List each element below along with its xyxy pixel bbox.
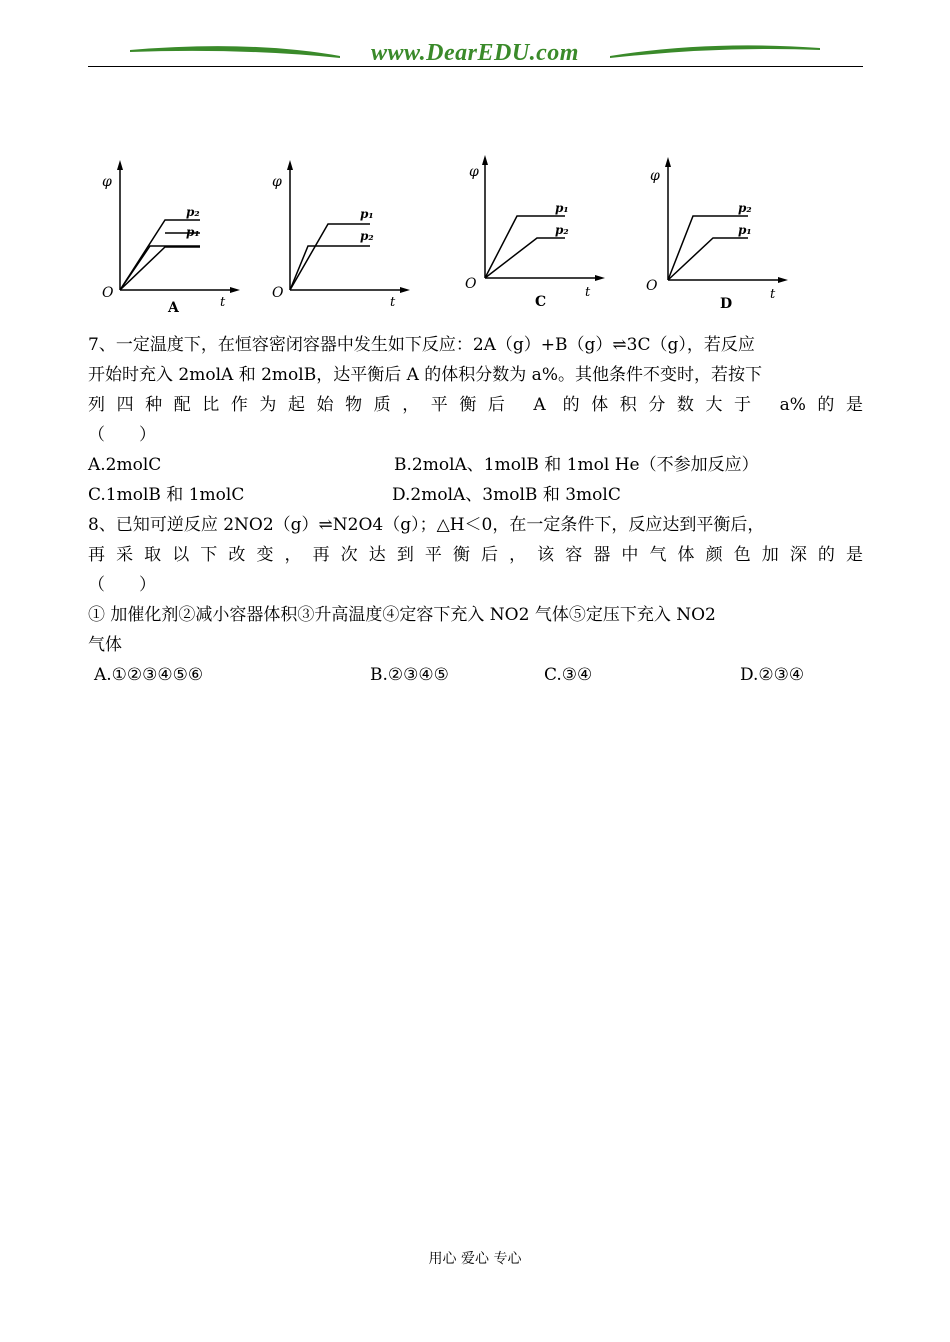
y-axis-label: φ xyxy=(272,174,282,190)
graph-b xyxy=(260,150,425,325)
q7-option-b: B.2molA、1molB 和 1mol He（不参加反应） xyxy=(394,455,759,475)
q7-options-row-1 xyxy=(88,450,863,480)
lower-line-label: p₁ xyxy=(738,223,752,237)
q7-option-a: A.2molC xyxy=(88,455,162,475)
graph-c xyxy=(455,150,620,325)
upper-line-label: p₂ xyxy=(738,201,752,215)
q8-line-2: 再采取以下改变，再次达到平衡后，该容器中气体颜色加深的是 xyxy=(88,545,863,565)
origin-label: O xyxy=(646,278,658,294)
pressure-graphs xyxy=(90,150,810,325)
q8-line-5: 气体 xyxy=(88,635,122,655)
x-axis-label: t xyxy=(220,295,226,310)
origin-label: O xyxy=(465,276,477,292)
upper-line-label: p₂ xyxy=(186,205,200,219)
x-axis-label: t xyxy=(390,295,396,310)
questions xyxy=(88,330,863,690)
q8-option-c: C.③④ xyxy=(544,665,593,685)
q8-option-a: A.①②③④⑤⑥ xyxy=(94,665,204,685)
upper-line-label: p₁ xyxy=(555,201,569,215)
q7-answer-blank: （ ） xyxy=(88,425,156,445)
q8-answer-blank: （ ） xyxy=(88,575,156,595)
q7-line-1: 7、一定温度下，在恒容密闭容器中发生如下反应：2A（g）+B（g）⇌3C（g），若反应 xyxy=(88,335,755,355)
y-axis-label: φ xyxy=(102,174,112,190)
q8-options-row xyxy=(88,660,863,690)
q7-option-c: C.1molB 和 1molC xyxy=(88,485,245,505)
q8-option-d: D.②③④ xyxy=(740,665,805,685)
graph-letter: D xyxy=(720,296,733,312)
lower-line-label: p₂ xyxy=(360,229,374,243)
y-axis-label: φ xyxy=(650,168,660,184)
x-axis-label: t xyxy=(585,285,591,300)
graph-a xyxy=(90,150,255,325)
page-footer: 用心 爱心 专心 xyxy=(428,1251,522,1267)
lower-line-label: p₁ xyxy=(186,225,200,239)
upper-line-label: p₁ xyxy=(360,207,374,221)
q8-option-b: B.②③④⑤ xyxy=(370,665,449,685)
y-axis-label: φ xyxy=(469,164,479,180)
graph-letter: C xyxy=(535,294,547,310)
origin-label: O xyxy=(102,285,114,301)
origin-label: O xyxy=(272,285,284,301)
question-7 xyxy=(88,330,863,510)
q7-line-3: 列四种配比作为起始物质，平衡后 A 的体积分数大于 a%的是 xyxy=(88,395,863,415)
q7-options-row-2 xyxy=(88,480,863,510)
graph-d xyxy=(638,150,803,325)
question-8 xyxy=(88,510,863,690)
x-axis-label: t xyxy=(770,287,776,302)
graph-letter: A xyxy=(168,300,179,316)
lower-line-label: p₂ xyxy=(555,223,569,237)
header-divider xyxy=(88,66,863,67)
q8-line-4: ① 加催化剂②减小容器体积③升高温度④定容下充入 NO2 气体⑤定压下充入 NO2 xyxy=(88,605,716,625)
q8-line-1: 8、已知可逆反应 2NO2（g）⇌N2O4（g）；△H＜0，在一定条件下，反应达到平衡后， xyxy=(88,515,765,535)
q7-option-d: D.2molA、3molB 和 3molC xyxy=(392,485,621,505)
q7-line-2: 开始时充入 2molA 和 2molB，达平衡后 A 的体积分数为 a%。其他条件不变时，若按下 xyxy=(88,365,762,385)
site-url: www.DearEDU.com xyxy=(371,40,579,66)
